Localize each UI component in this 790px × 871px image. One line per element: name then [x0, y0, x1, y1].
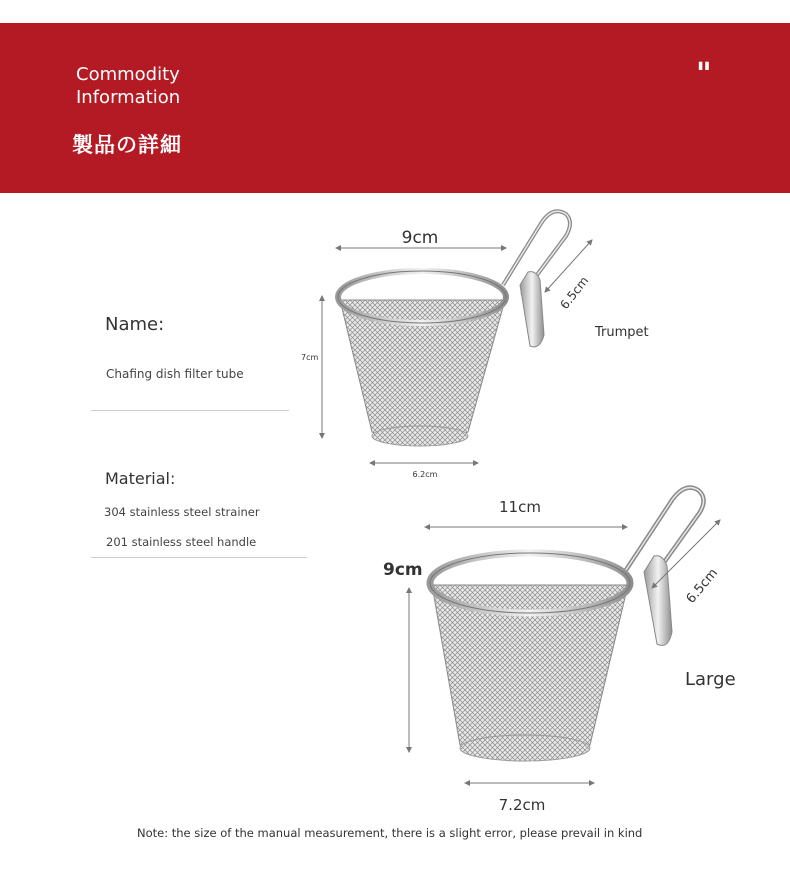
material-item: 304 stainless steel strainer: [104, 505, 260, 519]
size-name-large: Large: [685, 669, 736, 690]
large-height: 9cm: [383, 560, 423, 580]
quote-icon: ": [696, 57, 712, 92]
banner-title-line2: Information: [76, 87, 181, 108]
large-handle-length: 6.5cm: [683, 565, 722, 607]
small-handle-length: 6.5cm: [557, 273, 592, 312]
small-bottom-diameter: 6.2cm: [412, 470, 438, 479]
measurement-note: Note: the size of the manual measurement, there is a slight error, please prevail in kind: [137, 826, 643, 840]
small-height: 7cm: [301, 353, 319, 362]
banner-title-cn: 製品の詳細: [72, 133, 182, 157]
large-bottom-diameter: 7.2cm: [498, 796, 546, 814]
name-value: Chafing dish filter tube: [106, 367, 244, 381]
size-name-trumpet: Trumpet: [595, 325, 649, 340]
name-label: Name:: [105, 314, 165, 335]
small-strainer-image: [338, 211, 570, 446]
large-strainer-image: [430, 488, 704, 761]
material-label: Material:: [105, 469, 176, 488]
banner-title-line1: Commodity: [76, 64, 180, 85]
material-item: 201 stainless steel handle: [106, 535, 257, 549]
small-top-diameter: 9cm: [401, 228, 439, 248]
large-top-diameter: 11cm: [499, 498, 541, 516]
